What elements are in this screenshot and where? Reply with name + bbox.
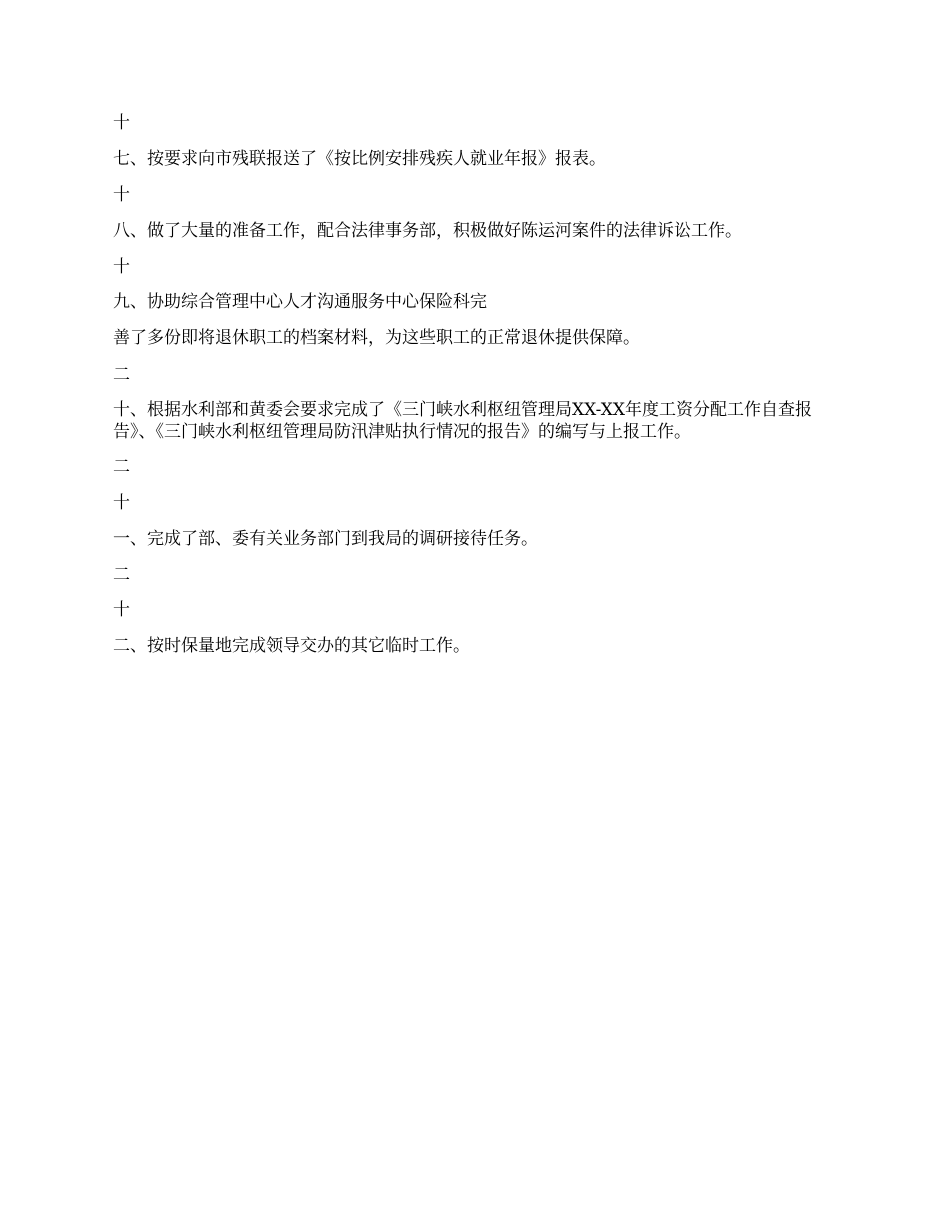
paragraph-line: 一、完成了部、委有关业务部门到我局的调研接待任务。 (113, 529, 538, 549)
paragraph-line: 九、协助综合管理中心人才沟通服务中心保险科完 (113, 292, 487, 312)
paragraph-line: 十 (113, 113, 130, 133)
paragraph-line: 善了多份即将退休职工的档案材料，为这些职工的正常退休提供保障。 (113, 328, 640, 348)
paragraph-line: 八、做了大量的准备工作，配合法律事务部，积极做好陈运河案件的法律诉讼工作。 (113, 221, 742, 241)
paragraph-line: 十 (113, 257, 130, 277)
paragraph-line: 二、按时保量地完成领导交办的其它临时工作。 (113, 636, 470, 656)
paragraph-line: 二 (113, 365, 130, 385)
paragraph-line: 十、根据水利部和黄委会要求完成了《三门峡水利枢纽管理局XX-XX年度工资分配工作自查报告》、《三门峡水利枢纽管理局防汛津贴执行情况的报告》的编写与上报工作。 (113, 400, 812, 442)
paragraph-line: 十 (113, 600, 130, 620)
paragraph-line: 十 (113, 185, 130, 205)
paragraph-line: 二 (113, 457, 130, 477)
paragraph-line: 二 (113, 565, 130, 585)
paragraph-line: 十 (113, 493, 130, 513)
paragraph-line: 七、按要求向市残联报送了《按比例安排残疾人就业年报》报表。 (113, 149, 606, 169)
